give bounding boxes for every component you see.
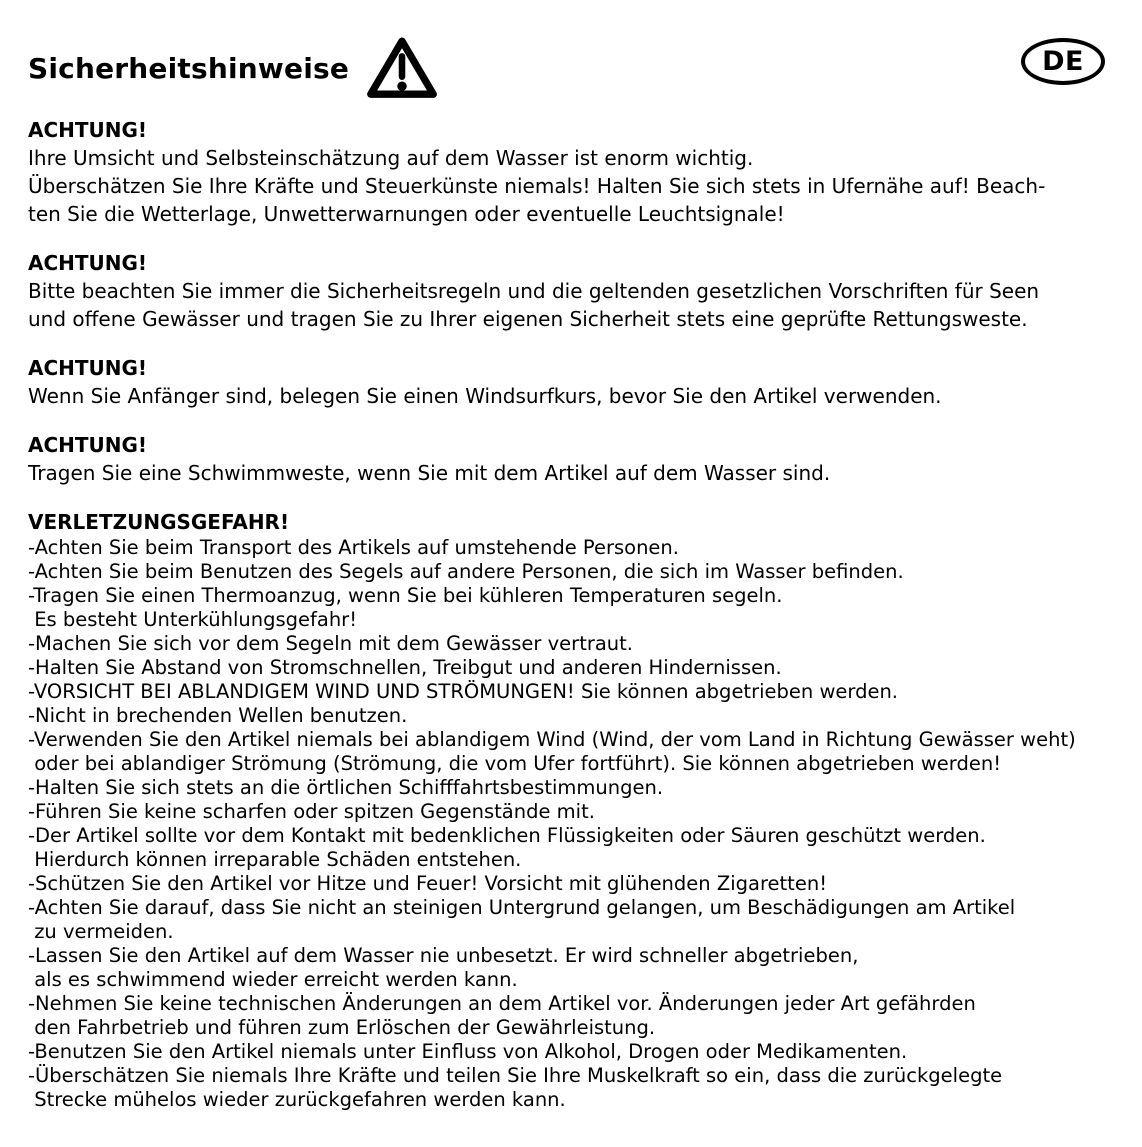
section-body — [28, 144, 1142, 228]
section-body — [28, 536, 1142, 1112]
text-line: -Schützen Sie den Artikel vor Hitze und Feuer! Vorsicht mit glühenden Zigaretten! — [28, 872, 828, 895]
text-line: -Der Artikel sollte vor dem Kontakt mit bedenklichen Flüssigkeiten oder Säuren geschützt werden. — [28, 824, 986, 847]
text-line: -Benutzen Sie den Artikel niemals unter Einfluss von Alkohol, Drogen oder Medikamenten. — [28, 1040, 908, 1063]
text-line: -Achten Sie beim Benutzen des Segels auf andere Personen, die sich im Wasser befinden. — [28, 560, 904, 583]
warning-triangle-icon — [365, 36, 439, 100]
text-line: Überschätzen Sie Ihre Kräfte und Steuerkünste niemals! Halten Sie sich stets in Ufernähe auf! Beach- — [28, 174, 1046, 198]
text-line: -Halten Sie Abstand von Stromschnellen, Treibgut und anderen Hindernissen. — [28, 656, 782, 679]
text-line: -Achten Sie darauf, dass Sie nicht an steinigen Untergrund gelangen, um Beschädigungen am Artikel — [28, 896, 1016, 919]
section-heading: ACHTUNG! — [28, 251, 148, 275]
section-verletzungsgefahr — [28, 508, 1142, 1112]
section-heading: ACHTUNG! — [28, 433, 148, 457]
section-heading: ACHTUNG! — [28, 118, 148, 142]
text-line: -Achten Sie beim Transport des Artikels auf umstehende Personen. — [28, 536, 679, 559]
text-line: -Lassen Sie den Artikel auf dem Wasser nie unbesetzt. Er wird schneller abgetrieben, — [28, 944, 859, 967]
text-line: zu vermeiden. — [28, 920, 174, 943]
section-heading: ACHTUNG! — [28, 356, 148, 380]
section-achtung-2 — [28, 249, 1142, 333]
text-line: -Nehmen Sie keine technischen Änderungen an dem Artikel vor. Änderungen jeder Art gefährden — [28, 992, 976, 1015]
text-line: -Tragen Sie einen Thermoanzug, wenn Sie bei kühleren Temperaturen segeln. — [28, 584, 783, 607]
text-line: -VORSICHT BEI ABLANDIGEM WIND UND STRÖMUNGEN! Sie können abgetrieben werden. — [28, 680, 898, 703]
text-line: Strecke mühelos wieder zurückgefahren werden kann. — [28, 1088, 566, 1111]
text-line: Bitte beachten Sie immer die Sicherheitsregeln und die geltenden gesetzlichen Vorschriften für Seen — [28, 279, 1040, 303]
page-title: Sicherheitshinweise — [28, 51, 350, 85]
section-body — [28, 382, 1142, 410]
text-line: -Nicht in brechenden Wellen benutzen. — [28, 704, 408, 727]
text-line: -Halten Sie sich stets an die örtlichen Schifffahrtsbestimmungen. — [28, 776, 664, 799]
page-header — [28, 36, 1142, 100]
section-achtung-1 — [28, 116, 1142, 228]
section-heading: VERLETZUNGSGEFAHR! — [28, 510, 290, 534]
text-line: Es besteht Unterkühlungsgefahr! — [28, 608, 358, 631]
text-line: den Fahrbetrieb und führen zum Erlöschen der Gewährleistung. — [28, 1016, 656, 1039]
section-achtung-4 — [28, 431, 1142, 487]
text-line: ten Sie die Wetterlage, Unwetterwarnungen oder eventuelle Leuchtsignale! — [28, 202, 785, 226]
text-line: -Machen Sie sich vor dem Segeln mit dem Gewässer vertraut. — [28, 632, 634, 655]
text-line: und offene Gewässer und tragen Sie zu Ihrer eigenen Sicherheit stets eine geprüfte Rettungsweste. — [28, 307, 1028, 331]
text-line: oder bei ablandiger Strömung (Strömung, die vom Ufer fortführt). Sie können abgetrieben werden! — [28, 752, 1002, 775]
text-line: Hierdurch können irreparable Schäden entstehen. — [28, 848, 522, 871]
section-body — [28, 277, 1142, 333]
text-line: Ihre Umsicht und Selbsteinschätzung auf dem Wasser ist enorm wichtig. — [28, 146, 754, 170]
text-line: -Überschätzen Sie niemals Ihre Kräfte und teilen Sie Ihre Muskelkraft so ein, dass die zurückgelegte — [28, 1064, 1003, 1087]
text-line: -Führen Sie keine scharfen oder spitzen Gegenstände mit. — [28, 800, 595, 823]
text-line: Tragen Sie eine Schwimmweste, wenn Sie mit dem Artikel auf dem Wasser sind. — [28, 461, 831, 485]
text-line: -Verwenden Sie den Artikel niemals bei ablandigem Wind (Wind, der vom Land in Richtung Gewässer weht) — [28, 728, 1076, 751]
language-badge: DE — [1021, 38, 1105, 85]
section-achtung-3 — [28, 354, 1142, 410]
section-body — [28, 459, 1142, 487]
text-line: als es schwimmend wieder erreicht werden kann. — [28, 968, 518, 991]
text-line: Wenn Sie Anfänger sind, belegen Sie einen Windsurfkurs, bevor Sie den Artikel verwenden. — [28, 384, 942, 408]
